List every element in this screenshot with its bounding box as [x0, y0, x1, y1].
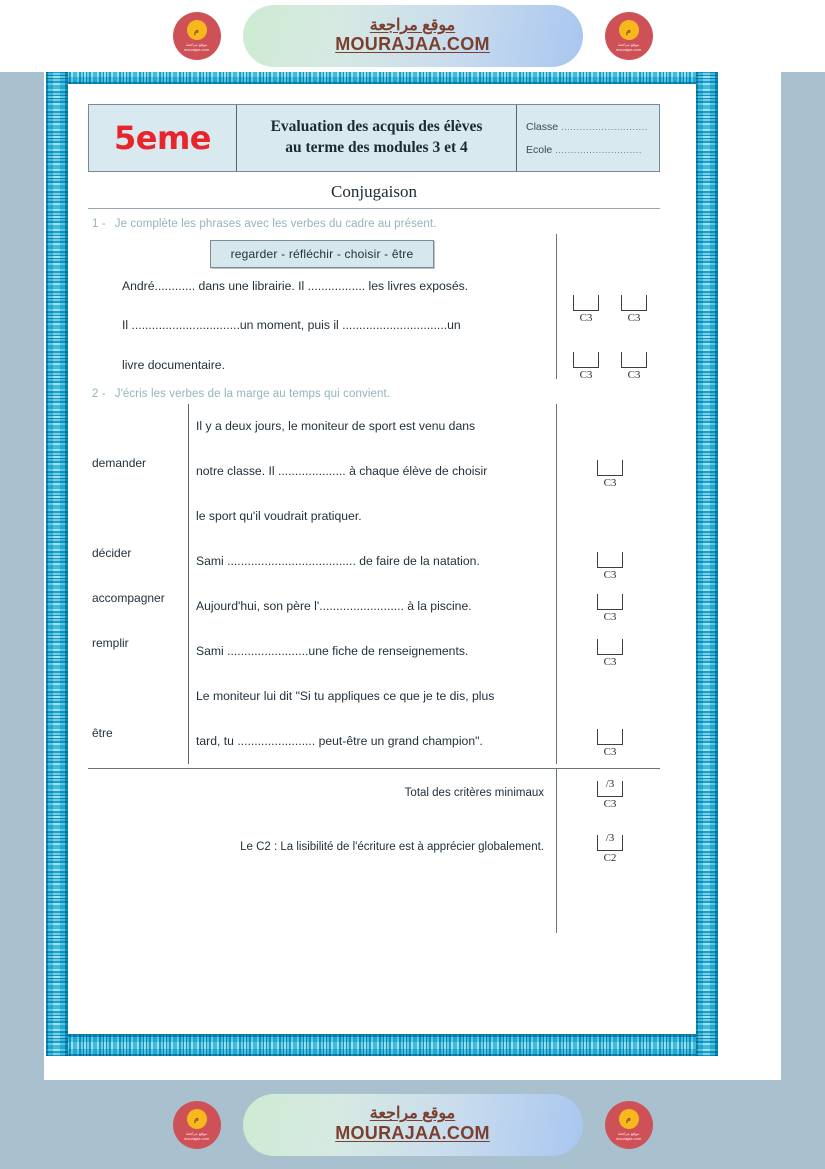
total-label-minimaux: Total des critères minimaux	[404, 787, 544, 800]
score-box-label: C3	[603, 569, 617, 582]
exercise2-line-1[interactable]: Il y a deux jours, le moniteur de sport est venu dans	[196, 418, 476, 433]
margin-verb: remplir	[92, 636, 129, 651]
promo-banner-bottom	[0, 1080, 825, 1169]
score-box-frame	[597, 460, 623, 476]
promo-logo-right	[605, 1101, 653, 1149]
margin-verb: demander	[92, 456, 147, 471]
promo-url-text[interactable]: MOURAJAA.COM	[335, 34, 490, 55]
total-score-minimaux	[556, 769, 660, 825]
field-ecole-label: Ecole	[526, 143, 553, 156]
total-score-c2	[556, 825, 660, 881]
exercise2-instruction: J'écris les verbes de la marge au temps qui convient.	[114, 388, 391, 401]
score-box-label: C3	[603, 611, 617, 624]
logo-glyph-icon: م	[187, 1109, 207, 1129]
total-score-frame	[597, 778, 623, 797]
exercise1-instruction: Je complète les phrases avec les verbes du cadre au présent.	[114, 218, 437, 230]
score-box-frame	[597, 639, 623, 655]
worksheet-content	[88, 104, 668, 933]
promo-logo-caption: موقع مراجعة mourajaa.com	[183, 42, 210, 52]
score-box-label: C3	[603, 477, 617, 490]
tail-divider	[556, 881, 660, 933]
promo-arabic-text: موقع مراجعة	[369, 16, 456, 34]
score-box[interactable]	[595, 460, 625, 489]
field-ecole[interactable]	[526, 144, 642, 156]
total-score-fraction: /3	[605, 778, 615, 791]
logo-glyph-icon: م	[619, 20, 639, 40]
promo-pill[interactable]	[183, 5, 642, 67]
total-score-label: C2	[603, 852, 617, 865]
promo-logo-left	[173, 12, 221, 60]
score-box-frame	[597, 594, 623, 610]
tail-spacer	[88, 881, 556, 933]
field-ecole-dots: ............................	[555, 144, 643, 155]
promo-logo-caption: موقع مراجعة mourajaa.com	[183, 1130, 210, 1141]
score-box-frame	[621, 295, 647, 311]
field-classe[interactable]	[526, 121, 648, 133]
total-row-c2	[88, 825, 660, 881]
logo-glyph-icon: م	[187, 20, 207, 40]
exercise2-line-5[interactable]: Aujourd'hui, son père l'......................... à la piscine.	[196, 598, 472, 613]
total-score-box[interactable]	[595, 778, 625, 811]
exercise2-prompt	[88, 379, 668, 404]
score-box-frame	[573, 352, 599, 368]
field-classe-dots: ............................	[561, 121, 648, 132]
exercise1-content	[88, 234, 556, 379]
promo-url-text[interactable]: MOURAJAA.COM	[335, 1122, 490, 1143]
margin-verb: accompagner	[92, 591, 165, 606]
exercise1-sentence-2[interactable]: Il ................................un moment, puis il ...............................un	[122, 318, 461, 333]
promo-logo-right	[605, 12, 653, 60]
score-box[interactable]	[571, 295, 601, 324]
worksheet-header-table	[88, 104, 660, 172]
total-row-minimaux	[88, 769, 660, 825]
exercise2-line-6[interactable]: Sami ........................une fiche de renseignements.	[196, 643, 469, 658]
exercise2-line-4[interactable]: Sami ...................................... de faire de la natation.	[196, 553, 480, 568]
score-box[interactable]	[619, 295, 649, 324]
exam-title-cell	[237, 105, 517, 171]
exercise1-prompt	[88, 209, 668, 234]
exercise2-content	[88, 404, 556, 764]
logo-glyph-icon: م	[619, 1109, 639, 1129]
score-box-label: C3	[627, 369, 641, 381]
margin-verb: décider	[92, 546, 132, 561]
promo-logo-left	[173, 1101, 221, 1149]
promo-arabic-text: موقع مراجعة	[369, 1105, 456, 1123]
exercise2-text-column	[188, 404, 556, 764]
exercise1-number: 1 -	[92, 218, 106, 230]
discipline-title: Conjugaison	[331, 182, 417, 201]
exercise1-score-column	[556, 234, 660, 379]
score-box-label: C3	[603, 656, 617, 669]
score-box[interactable]	[571, 352, 601, 381]
promo-logo-caption: موقع مراجعة mourajaa.com	[615, 1130, 642, 1141]
score-box-label: C3	[603, 746, 617, 759]
exercise2-line-8[interactable]: tard, tu ....................... peut-être un grand champion".	[196, 733, 483, 748]
score-box[interactable]	[595, 639, 625, 668]
margin-verb: être	[92, 726, 113, 741]
score-box-frame	[621, 352, 647, 368]
total-score-label: C3	[603, 798, 617, 811]
score-box[interactable]	[619, 352, 649, 381]
total-score-box[interactable]	[595, 832, 625, 865]
promo-banner-top	[0, 0, 825, 72]
ornament-border-right	[696, 62, 718, 1056]
exercise2-score-column	[556, 404, 660, 764]
score-box-frame	[597, 552, 623, 568]
verb-margin-column	[88, 404, 188, 764]
grade-level-text: 5eme	[113, 119, 211, 157]
score-box-frame	[597, 729, 623, 745]
exam-title-line1: Evaluation des acquis des élèves	[270, 118, 483, 136]
exercise2-line-2[interactable]: notre classe. Il .................... à chaque élève de choisir	[196, 463, 488, 478]
exercise1-body	[88, 234, 660, 379]
exercise1-sentence-3[interactable]: livre documentaire.	[122, 357, 225, 372]
score-box[interactable]	[595, 729, 625, 758]
student-fields-cell	[517, 105, 659, 171]
ornament-border-left	[46, 62, 68, 1056]
score-box-label: C3	[579, 312, 593, 324]
exercise2-number: 2 -	[92, 388, 106, 401]
exercise2-body	[88, 404, 660, 764]
score-box-label: C3	[579, 369, 593, 381]
score-box-label: C3	[627, 312, 641, 324]
grade-level-cell	[89, 105, 237, 171]
exam-title-line2: au terme des modules 3 et 4	[285, 139, 468, 156]
exercise1-sentence-1[interactable]: André............ dans une librairie. Il ................. les livres exposés.	[122, 279, 469, 293]
total-score-frame	[597, 832, 623, 851]
exercise2-line-3[interactable]: le sport qu'il voudrait pratiquer.	[196, 508, 362, 523]
score-box[interactable]	[595, 552, 625, 581]
worksheet-tail	[88, 881, 660, 933]
total-score-fraction: /3	[605, 832, 615, 845]
ornament-border-bottom	[46, 1034, 718, 1056]
promo-pill[interactable]	[183, 1094, 642, 1156]
score-box[interactable]	[595, 594, 625, 623]
field-classe-label: Classe	[526, 120, 559, 133]
promo-logo-caption: موقع مراجعة mourajaa.com	[615, 42, 642, 52]
verb-cadre-box: regarder - réfléchir - choisir - être	[210, 240, 435, 268]
total-label-c2: Le C2 : La lisibilité de l'écriture est à apprécier globalement.	[240, 841, 544, 854]
exercise2-line-7[interactable]: Le moniteur lui dit "Si tu appliques ce que je te dis, plus	[196, 688, 495, 703]
score-box-frame	[573, 295, 599, 311]
